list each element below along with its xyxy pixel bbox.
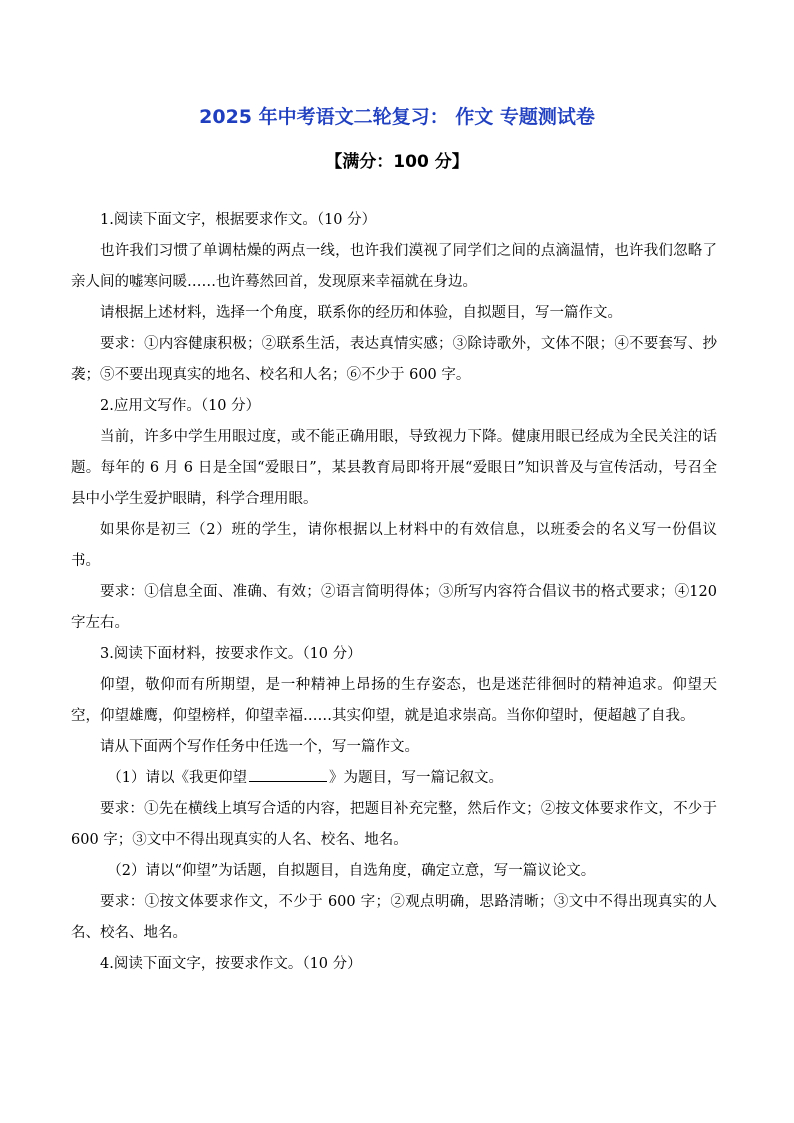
document-body — [71, 205, 717, 980]
page-title: 2025 年中考语文二轮复习： 作文 专题测试卷 — [199, 106, 595, 128]
question-3-stem: 3.阅读下面材料，按要求作文。（10 分） — [100, 646, 362, 662]
question-3-task: 请从下面两个写作任务中任选一个，写一篇作文。 — [100, 739, 419, 755]
score-label: 【满分：100 分】 — [325, 152, 469, 172]
option-1-suffix: 》为题目，写一篇记叙文。 — [328, 770, 503, 786]
question-1-task: 请根据上述材料，选择一个角度，联系你的经历和体验，自拟题目，写一篇作文。 — [100, 305, 622, 321]
title-blank-line — [249, 767, 327, 782]
question-3-option-1 — [71, 763, 717, 794]
question-3-option-2: （2）请以“仰望”为话题，自拟题目，自选角度，确定立意，写一篇议论文。 — [107, 863, 596, 879]
question-3-option-1-requirements: 要求：①先在横线上填写合适的内容，把题目补充完整，然后作文；②按文体要求作文，不少于 600 字；③文中不得出现真实的人名、校名、地名。 — [71, 801, 717, 848]
question-2-stem: 2.应用文写作。（10 分） — [100, 398, 261, 414]
question-2-requirements: 要求：①信息全面、准确、有效；②语言简明得体；③所写内容符合倡议书的格式要求；④120 字左右。 — [71, 584, 717, 631]
question-4-stem: 4.阅读下面文字，按要求作文。（10 分） — [100, 956, 362, 972]
question-1-material: 也许我们习惯了单调枯燥的两点一线，也许我们漠视了同学们之间的点滴温情，也许我们忽略了亲人间的嘘寒问暖……也许蓦然回首，发现原来幸福就在身边。 — [71, 243, 717, 290]
question-3-material: 仰望，敬仰而有所期望，是一种精神上昂扬的生存姿态，也是迷茫徘徊时的精神追求。仰望天空，仰望雄鹰，仰望榜样，仰望幸福……其实仰望，就是追求崇高。当你仰望时，便超越了自我。 — [71, 677, 717, 724]
option-1-prefix: （1）请以《我更仰望 — [107, 770, 247, 786]
question-1-requirements: 要求：①内容健康积极；②联系生活，表达真情实感；③除诗歌外，文体不限；④不要套写、抄袭；⑤不要出现真实的地名、校名和人名；⑥不少于 600 字。 — [71, 336, 717, 383]
question-1-stem: 1.阅读下面文字，根据要求作文。（10 分） — [100, 212, 377, 228]
question-2-task: 如果你是初三（2）班的学生，请你根据以上材料中的有效信息，以班委会的名义写一份倡议书。 — [71, 522, 717, 569]
question-2-material: 当前，许多中学生用眼过度，或不能正确用眼，导致视力下降。健康用眼已经成为全民关注的话题。每年的 6 月 6 日是全国“爱眼日”，某县教育局即将开展“爱眼日”知识普及与宣传活动，号召全县中小学生爱护眼睛，科学合理用眼。 — [71, 429, 717, 507]
question-3-option-2-requirements: 要求：①按文体要求作文，不少于 600 字；②观点明确，思路清晰；③文中不得出现真实的人名、校名、地名。 — [71, 894, 717, 941]
